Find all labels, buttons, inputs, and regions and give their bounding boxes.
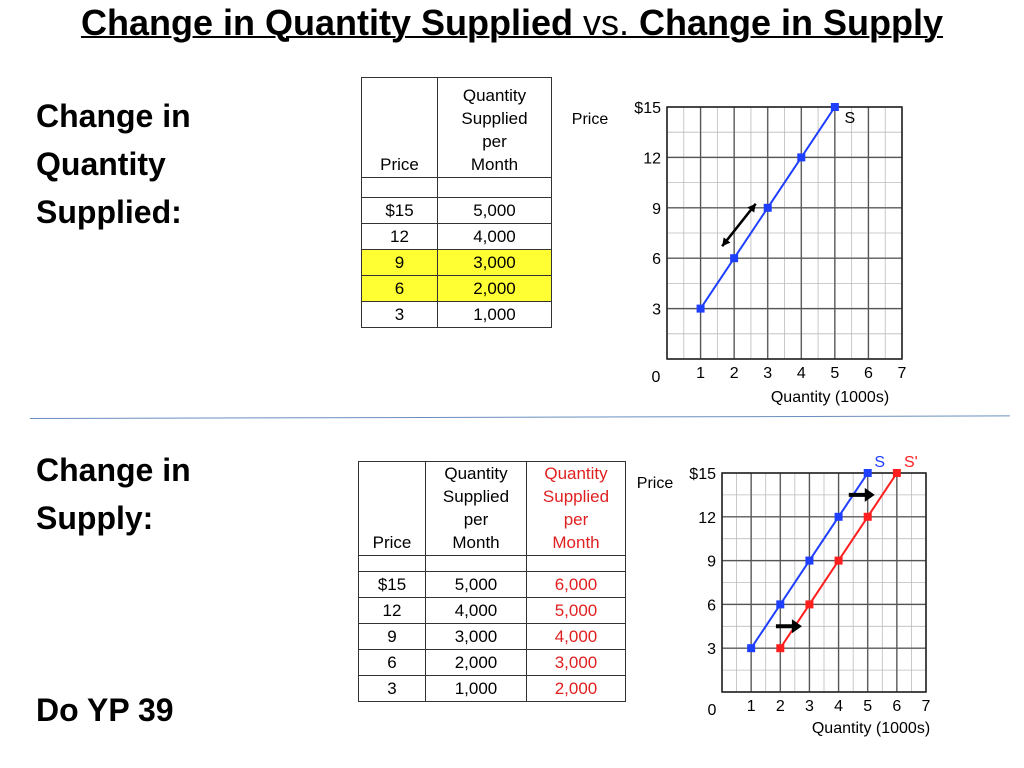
y-tick-label: $15	[634, 100, 661, 117]
arrow-head	[865, 488, 875, 502]
price-cell: $15	[359, 572, 426, 598]
data-point	[697, 305, 705, 313]
y-axis-label: Price	[636, 475, 674, 492]
supply-heading-line2: Supply:	[36, 500, 154, 536]
footer-note: Do YP 39	[36, 692, 174, 728]
data-point	[835, 513, 843, 521]
data-point	[797, 153, 805, 161]
qty-new-cell: 5,000	[527, 598, 626, 624]
price-cell: 9	[359, 624, 426, 650]
qty-cell: 4,000	[438, 224, 552, 250]
arrow-head	[792, 619, 802, 633]
qty-cell: 3,000	[438, 250, 552, 276]
data-point	[864, 513, 872, 521]
supply-table-header-qty-l1: Quantity	[444, 464, 508, 483]
price-cell: 9	[362, 250, 438, 276]
x-tick-label: 4	[834, 698, 844, 715]
data-point	[730, 254, 738, 262]
data-point	[764, 204, 772, 212]
y-tick-label: 9	[652, 200, 661, 218]
qs-heading-line3: Supplied:	[36, 194, 182, 230]
qty-cell: 3,000	[426, 624, 527, 650]
y-tick-label: 6	[652, 251, 661, 269]
qty-cell: 2,000	[438, 276, 552, 302]
data-point	[893, 469, 901, 477]
supply-heading-line1: Change in	[36, 452, 191, 488]
data-point	[805, 600, 813, 608]
title-part1: Change in Quantity Supplied	[80, 2, 573, 43]
x-tick-label: 5	[863, 698, 873, 715]
price-cell: $15	[362, 198, 438, 224]
y-axis-label: Price	[571, 111, 609, 128]
x-tick-label: 1	[746, 698, 756, 715]
x-tick-label: 1	[696, 365, 706, 382]
x-tick-label: 0	[707, 702, 717, 719]
data-point	[864, 469, 872, 477]
title-part2: Change in Supply	[639, 2, 944, 43]
x-tick-label: 7	[897, 365, 907, 382]
supply-chart-1	[572, 100, 907, 406]
x-tick-label: 4	[796, 365, 806, 382]
qty-new-cell: 6,000	[527, 572, 626, 598]
series-label: S	[844, 110, 856, 127]
supply-table-header-qty-new-l2: Supplied	[542, 487, 610, 506]
supply-table-header-qty-new-l3: per	[563, 510, 589, 529]
supply-table-header-qty-l4: Month	[452, 533, 500, 552]
qs-table-header-qty-l2: Supplied	[461, 109, 528, 128]
supply-table-header-qty-new-l4: Month	[552, 533, 600, 552]
x-axis-label: Quantity (1000s)	[811, 720, 931, 737]
qs-table-header-qty-l1: Quantity	[462, 86, 527, 105]
series-label: S	[874, 454, 886, 471]
y-tick-label: 9	[707, 553, 716, 571]
x-tick-label: 5	[830, 365, 840, 382]
qty-new-cell: 3,000	[527, 650, 626, 676]
price-cell: 3	[362, 302, 438, 328]
qty-cell: 5,000	[426, 572, 527, 598]
qty-cell: 4,000	[426, 598, 527, 624]
x-axis-label: Quantity (1000s)	[770, 389, 890, 406]
x-tick-label: 3	[763, 365, 773, 382]
data-point	[747, 644, 755, 652]
data-point	[776, 600, 784, 608]
y-tick-label: 12	[698, 509, 716, 527]
price-cell: 6	[362, 276, 438, 302]
supply-table-header-qty-l3: per	[463, 510, 489, 529]
supply-table-header-qty-l2: Supplied	[442, 487, 510, 506]
qty-cell: 5,000	[438, 198, 552, 224]
data-point	[776, 644, 784, 652]
price-cell: 6	[359, 650, 426, 676]
x-tick-label: 0	[651, 369, 661, 386]
supply-table-header-price: Price	[359, 462, 426, 556]
series-label: S'	[903, 454, 918, 471]
x-tick-label: 3	[804, 698, 814, 715]
qs-table-header-price: Price	[362, 78, 438, 178]
data-point	[831, 103, 839, 111]
qty-new-cell: 2,000	[527, 676, 626, 702]
supply-table-header-qty-new-l1: Quantity	[544, 464, 608, 483]
qty-new-cell: 4,000	[527, 624, 626, 650]
qs-heading-line2: Quantity	[36, 146, 166, 182]
y-tick-label: 6	[707, 597, 716, 615]
qs-heading-line1: Change in	[36, 98, 191, 134]
y-tick-label: 12	[643, 150, 661, 168]
qty-cell: 1,000	[438, 302, 552, 328]
price-cell: 12	[359, 598, 426, 624]
supply-chart-2	[637, 454, 931, 737]
qs-table-header-qty-l3: per	[482, 132, 507, 151]
qs-table-header-qty-l4: Month	[470, 155, 519, 174]
price-cell: 12	[362, 224, 438, 250]
y-tick-label: $15	[689, 466, 716, 483]
y-tick-label: 3	[652, 301, 661, 319]
x-tick-label: 2	[775, 698, 785, 715]
x-tick-label: 6	[863, 365, 873, 382]
qty-cell: 2,000	[426, 650, 527, 676]
x-tick-label: 7	[921, 698, 931, 715]
data-point	[805, 557, 813, 565]
x-tick-label: 6	[892, 698, 902, 715]
y-tick-label: 3	[707, 641, 716, 659]
data-point	[835, 557, 843, 565]
price-cell: 3	[359, 676, 426, 702]
x-tick-label: 2	[729, 365, 739, 382]
qty-cell: 1,000	[426, 676, 527, 702]
title-vs: vs.	[582, 2, 629, 43]
